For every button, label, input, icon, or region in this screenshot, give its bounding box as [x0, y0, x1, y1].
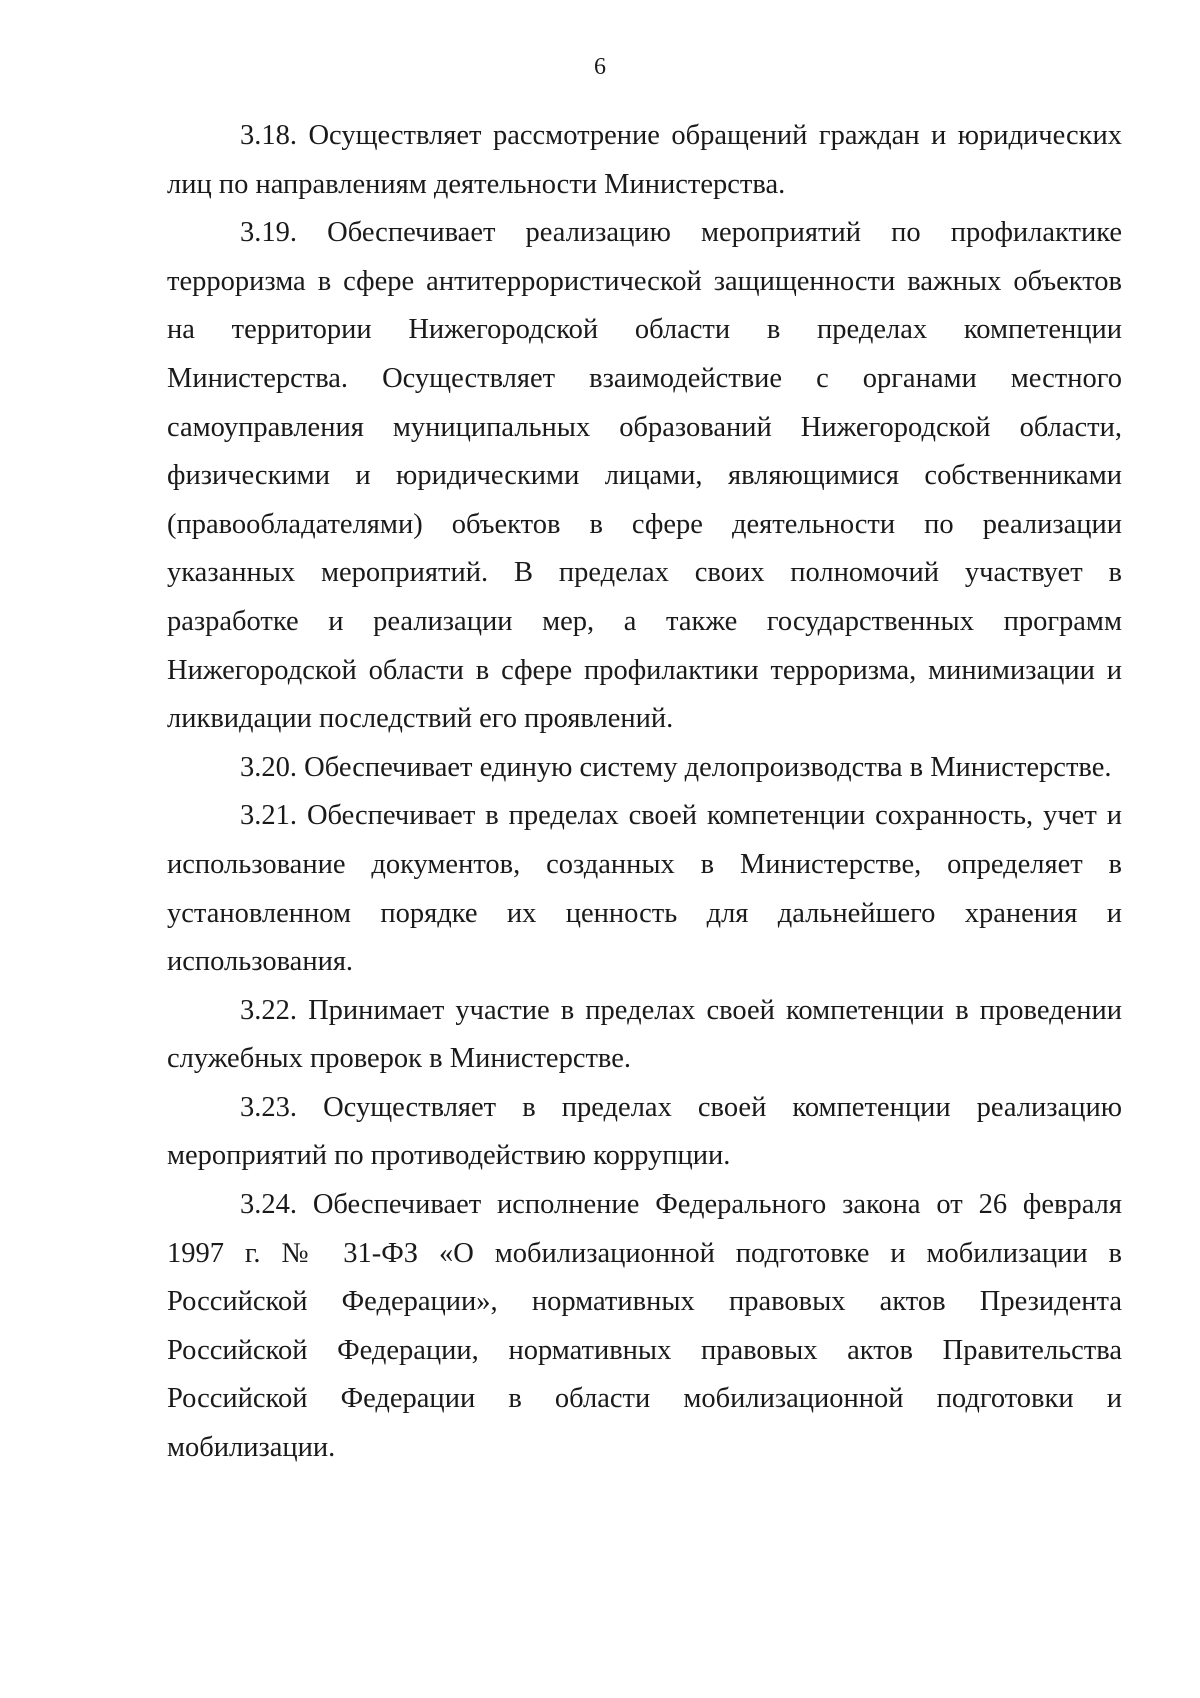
paragraph-3-19: 3.19. Обеспечивает реализацию мероприятий по профилактике терроризма в сфере антитеррористической защищенности важных объектов на территории Нижегородской области в пределах компетенции Министерства. Осуществляет взаимодействие с органами местного самоуправления муниципальных образований Нижегородской области, физическими и юридическими лицами, являющимися собственниками (правообладателями) объектов в сфере деятельности по реализации указанных мероприятий. В пределах своих полномочий участвует в разработке и реализации мер, а также государственных программ Нижегородской области в сфере профилактики терроризма, минимизации и ликвидации последствий его проявлений.	[167, 217, 1122, 735]
paragraph-3-18: 3.18. Осуществляет рассмотрение обращений граждан и юридических лиц по направлениям деятельности Министерства.	[167, 120, 1122, 200]
paragraph-3-24: 3.24. Обеспечивает исполнение Федерального закона от 26 февраля 1997 г. № 31-ФЗ «О мобилизационной подготовке и мобилизации в Российской Федерации», нормативных правовых актов Президента Российской Федерации, нормативных правовых актов Правительства Российской Федерации в области мобилизационной подготовки и мобилизации.	[167, 1189, 1122, 1464]
page-number: 6	[594, 54, 606, 80]
paragraph-3-21: 3.21. Обеспечивает в пределах своей компетенции сохранность, учет и использование документов, созданных в Министерстве, определяет в установленном порядке их ценность для дальнейшего хранения и использования.	[167, 800, 1122, 978]
document-body	[167, 112, 1122, 1473]
paragraph-3-23: 3.23. Осуществляет в пределах своей компетенции реализацию мероприятий по противодействию коррупции.	[167, 1091, 1122, 1172]
paragraph-3-20: 3.20. Обеспечивает единую систему делопроизводства в Министерстве.	[240, 751, 1112, 783]
paragraph-3-22: 3.22. Принимает участие в пределах своей компетенции в проведении служебных проверок в Министерстве.	[167, 994, 1122, 1075]
